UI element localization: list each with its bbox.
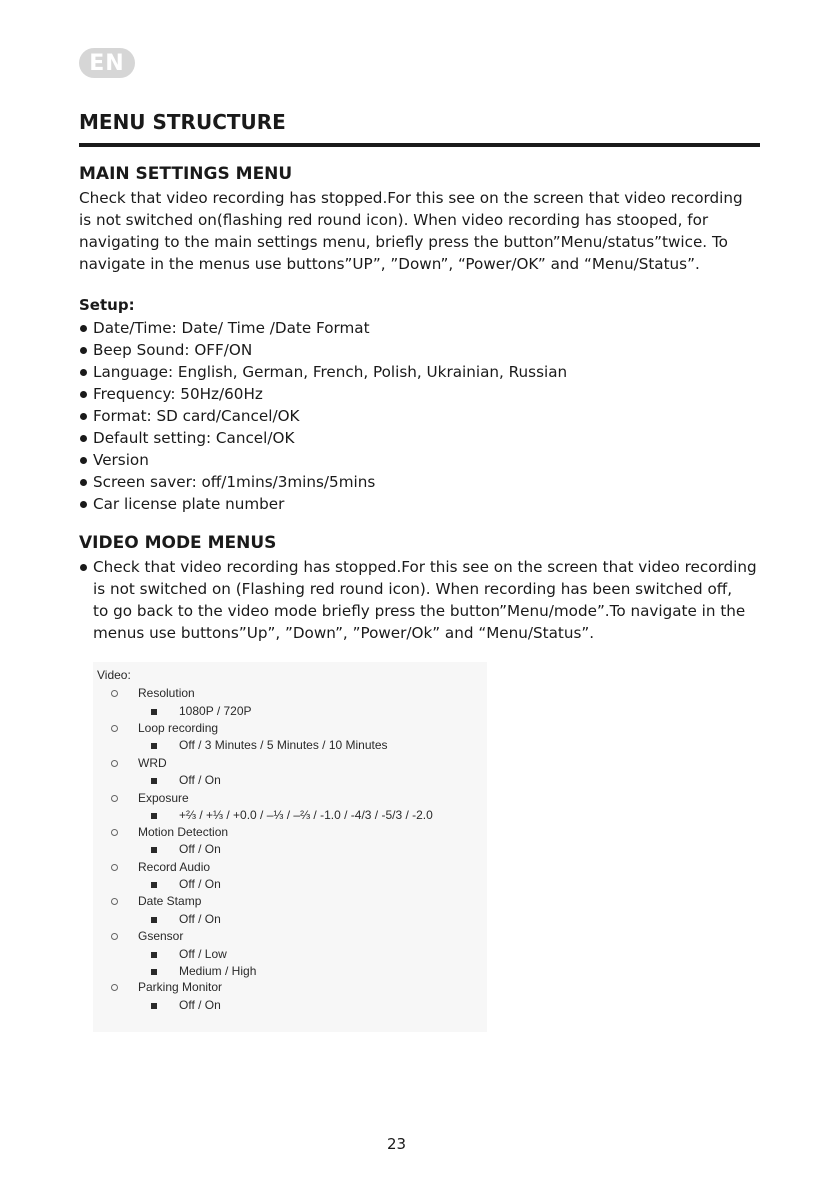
circle-bullet-icon: [111, 795, 118, 802]
paragraph-line: Check that video recording has stopped.For this see on the screen that video recording: [93, 558, 757, 576]
menu-entry: Date Stamp: [93, 894, 483, 911]
menu-entry: Record Audio: [93, 860, 483, 877]
bullet-icon: [80, 347, 87, 354]
paragraph-line: is not switched on (Flashing red round icon). When recording has been switched off,: [93, 580, 733, 598]
video-mode-heading: VIDEO MODE MENUS: [79, 533, 277, 553]
language-badge: EN: [79, 48, 135, 78]
circle-bullet-icon: [111, 725, 118, 732]
circle-bullet-icon: [111, 933, 118, 940]
list-item: Date/Time: Date/ Time /Date Format: [79, 317, 567, 339]
bullet-icon: [80, 325, 87, 332]
list-item: Screen saver: off/1mins/3mins/5mins: [79, 471, 567, 493]
menu-option: Off / On: [93, 842, 483, 859]
paragraph-line: to go back to the video mode briefly press the button”Menu/mode”.To navigate in the: [93, 602, 746, 620]
list-item: Language: English, German, French, Polish, Ukrainian, Russian: [79, 361, 567, 383]
bullet-icon: [80, 457, 87, 464]
paragraph-line: is not switched on(flashing red round icon). When video recording has stooped, for: [79, 211, 709, 229]
circle-bullet-icon: [111, 984, 118, 991]
square-bullet-icon: [151, 1003, 157, 1009]
menu-option: Off / On: [93, 877, 483, 894]
bullet-icon: [80, 564, 87, 571]
square-bullet-icon: [151, 709, 157, 715]
menu-option: Medium / High: [93, 964, 483, 981]
video-menu-figure: [93, 662, 487, 1032]
menu-option: +⅔ / +⅓ / +0.0 / –⅓ / –⅔ / -1.0 / -4/3 / -5/3 / -2.0: [93, 808, 483, 825]
paragraph-line: navigating to the main settings menu, briefly press the button”Menu/status”twice. To: [79, 233, 728, 251]
video-menu-label: Video:: [97, 668, 131, 682]
square-bullet-icon: [151, 847, 157, 853]
square-bullet-icon: [151, 778, 157, 784]
circle-bullet-icon: [111, 898, 118, 905]
bullet-icon: [80, 369, 87, 376]
circle-bullet-icon: [111, 864, 118, 871]
menu-entry: Resolution: [93, 686, 483, 703]
list-item: Default setting: Cancel/OK: [79, 427, 567, 449]
main-settings-paragraph: [79, 187, 769, 275]
page-title: MENU STRUCTURE: [79, 110, 286, 134]
square-bullet-icon: [151, 882, 157, 888]
menu-option: Off / Low: [93, 947, 483, 964]
menu-entry: Gsensor: [93, 929, 483, 946]
bullet-icon: [80, 501, 87, 508]
menu-option: Off / On: [93, 773, 483, 790]
paragraph-line: navigate in the menus use buttons”UP”, ”Down”, “Power/OK” and “Menu/Status”.: [79, 255, 700, 273]
menu-entry: Exposure: [93, 791, 483, 808]
menu-entry: Parking Monitor: [93, 980, 483, 997]
list-item: Format: SD card/Cancel/OK: [79, 405, 567, 427]
square-bullet-icon: [151, 743, 157, 749]
video-mode-paragraph: [79, 556, 773, 644]
menu-option: 1080P / 720P: [93, 704, 483, 721]
menu-option: Off / On: [93, 998, 483, 1015]
circle-bullet-icon: [111, 690, 118, 697]
menu-entry: Motion Detection: [93, 825, 483, 842]
list-item: Beep Sound: OFF/ON: [79, 339, 567, 361]
circle-bullet-icon: [111, 829, 118, 836]
setup-label: Setup:: [79, 296, 135, 314]
setup-list: [79, 317, 567, 515]
list-item: Frequency: 50Hz/60Hz: [79, 383, 567, 405]
paragraph-line: Check that video recording has stopped.For this see on the screen that video recording: [79, 189, 743, 207]
circle-bullet-icon: [111, 760, 118, 767]
square-bullet-icon: [151, 952, 157, 958]
bullet-icon: [80, 435, 87, 442]
list-item: Car license plate number: [79, 493, 567, 515]
square-bullet-icon: [151, 969, 157, 975]
bullet-icon: [80, 391, 87, 398]
main-settings-heading: MAIN SETTINGS MENU: [79, 164, 293, 184]
menu-entry: WRD: [93, 756, 483, 773]
paragraph-line: menus use buttons”Up”, ”Down”, ”Power/Ok” and “Menu/Status”.: [93, 624, 595, 642]
square-bullet-icon: [151, 917, 157, 923]
title-divider: [79, 143, 760, 147]
page-number: 23: [386, 1135, 407, 1153]
menu-option: Off / 3 Minutes / 5 Minutes / 10 Minutes: [93, 738, 483, 755]
bullet-icon: [80, 479, 87, 486]
menu-option: Off / On: [93, 912, 483, 929]
list-item: Version: [79, 449, 567, 471]
square-bullet-icon: [151, 813, 157, 819]
menu-entry: Loop recording: [93, 721, 483, 738]
bullet-icon: [80, 413, 87, 420]
